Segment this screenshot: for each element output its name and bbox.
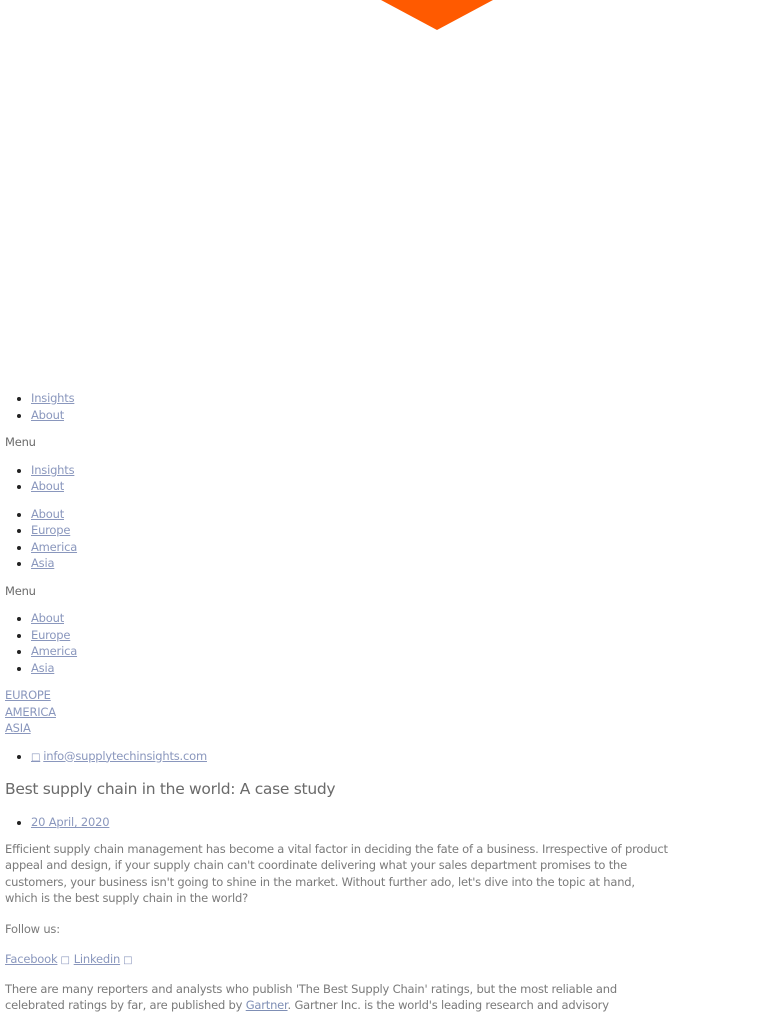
- nav-item-america: [31, 539, 705, 556]
- nav-link-about[interactable]: About: [31, 506, 65, 521]
- post-meta: [5, 814, 705, 831]
- nav-link-about[interactable]: About: [31, 479, 65, 493]
- post-body-paragraph: [5, 981, 670, 1014]
- external-link-icon: □: [123, 955, 133, 967]
- facebook-link[interactable]: Facebook: [5, 952, 58, 967]
- nav-item-about: [31, 478, 705, 495]
- nav-item-about: [31, 407, 705, 424]
- body-text-before-link: There are many reporters and analysts who publish 'The Best Supply Chain' ratings, but the most reliable and celebrated ratings by far, are published by: [5, 981, 617, 1013]
- nav-link-europe[interactable]: Europe: [31, 627, 71, 642]
- orange-chevron-logo-icon[interactable]: [381, 0, 493, 30]
- external-link-icon: □: [60, 955, 70, 967]
- contact-item: [31, 748, 705, 767]
- linkedin-link[interactable]: Linkedin: [73, 952, 121, 967]
- nav-item-insights: [31, 390, 705, 407]
- nav-link-about[interactable]: About: [31, 611, 65, 625]
- envelope-icon: □: [31, 751, 41, 763]
- nav-link-asia[interactable]: Asia: [31, 556, 55, 570]
- nav-item-asia: [31, 660, 705, 677]
- gartner-link[interactable]: Gartner: [245, 998, 288, 1013]
- nav-item-about: [31, 610, 705, 627]
- post-date-item: [31, 814, 705, 831]
- nav-item-insights: [31, 462, 705, 479]
- nav-link-about[interactable]: About: [31, 407, 65, 422]
- email-address: info@supplytechinsights.com: [43, 748, 207, 763]
- nav-item-europe: [31, 627, 705, 644]
- follow-label: Follow us:: [5, 921, 60, 936]
- nav-link-america[interactable]: America: [31, 539, 78, 554]
- post-date-link[interactable]: 20 April, 2020: [31, 815, 110, 829]
- region-link-asia[interactable]: ASIA: [5, 721, 31, 735]
- nav-link-america[interactable]: America: [31, 644, 78, 658]
- nav-link-insights[interactable]: Insights: [31, 391, 75, 405]
- nav-item-america: [31, 643, 705, 660]
- region-links: [5, 687, 705, 737]
- social-links: [5, 951, 705, 970]
- nav-item-asia: [31, 555, 705, 572]
- region-link-europe[interactable]: EUROPE: [5, 688, 51, 702]
- region-link-america[interactable]: AMERICA: [5, 704, 56, 719]
- contact-list: [5, 748, 705, 767]
- page-content: [5, 390, 705, 1014]
- primary-nav: [5, 390, 705, 423]
- post-intro: Efficient supply chain management has become a vital factor in deciding the fate of a business. Irrespective of product appeal and design, if your supply chain can't coordinate delivering what your sales department promises to the customers, your business isn't going to shine in the market. Without further ado, let's dive into the topic at hand, which is the best supply chain in the world?: [5, 841, 668, 906]
- body-text-after-link: . Gartner Inc. is the world's leading research and advisory: [287, 998, 609, 1013]
- nav-link-europe[interactable]: Europe: [31, 523, 71, 537]
- primary-nav-mobile: [5, 462, 705, 495]
- secondary-nav: [5, 506, 705, 572]
- secondary-nav-mobile: [5, 610, 705, 676]
- nav-item-about: [31, 506, 705, 523]
- email-link[interactable]: [31, 749, 207, 763]
- menu-toggle[interactable]: Menu: [5, 583, 36, 598]
- nav-item-europe: [31, 522, 705, 539]
- menu-toggle[interactable]: Menu: [5, 435, 36, 449]
- post-title: Best supply chain in the world: A case study: [5, 780, 336, 798]
- nav-link-asia[interactable]: Asia: [31, 660, 55, 675]
- nav-link-insights[interactable]: Insights: [31, 462, 75, 477]
